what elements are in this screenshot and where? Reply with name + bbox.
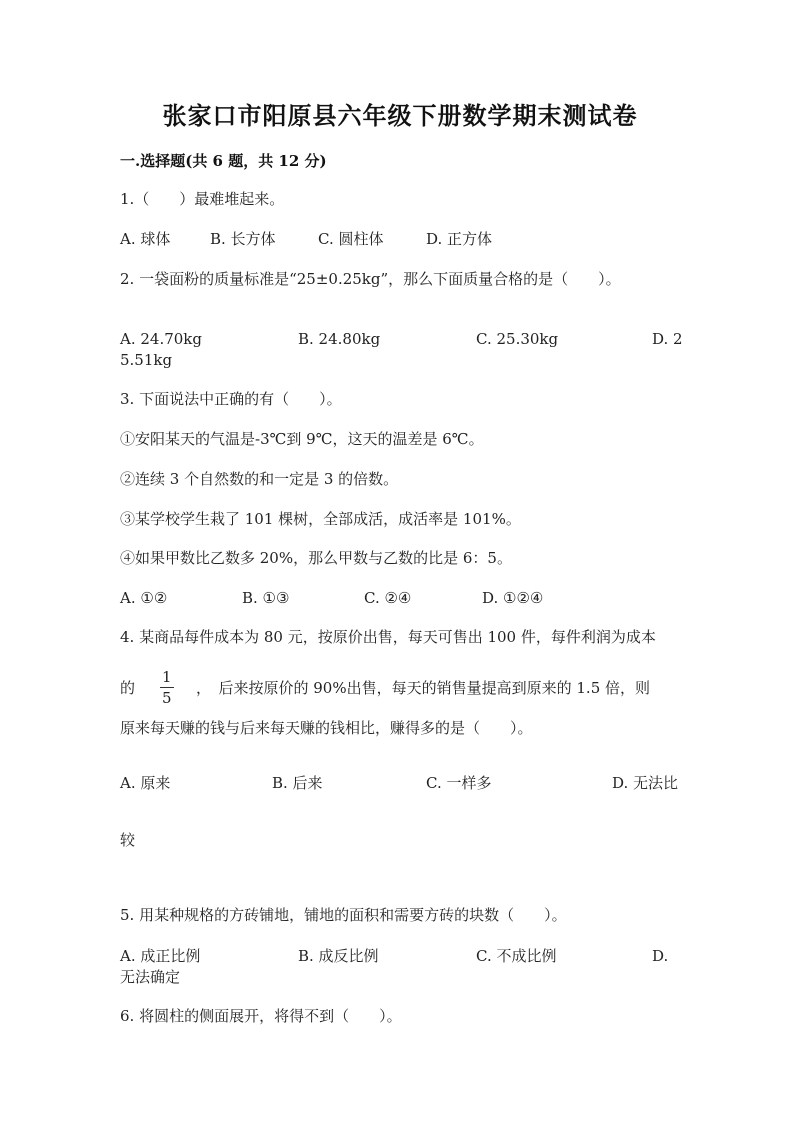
question-5-option-d-continued: 无法确定 — [120, 968, 181, 986]
question-3-statement-4: ④如果甲数比乙数多 20%，那么甲数与乙数的比是 6：5。 — [120, 549, 512, 567]
question-4-option-d-continued: 较 — [120, 831, 136, 849]
question-1-stem: 1.（ ）最难堆起来。 — [120, 190, 285, 208]
question-3-option-a: A. ①② — [120, 589, 168, 607]
question-5-stem: 5. 用某种规格的方砖铺地，铺地的面积和需要方砖的块数（ ）。 — [120, 906, 567, 924]
question-5-option-a: A. 成正比例 — [120, 947, 201, 965]
page-title: 张家口市阳原县六年级下册数学期末测试卷 — [162, 101, 638, 130]
question-2-option-a: A. 24.70kg — [120, 330, 203, 348]
question-1-option-a: A. 球体 — [120, 230, 171, 248]
question-3-statement-2: ②连续 3 个自然数的和一定是 3 的倍数。 — [120, 470, 399, 488]
question-3-option-d: D. ①②④ — [482, 589, 544, 607]
question-3-option-b: B. ①③ — [242, 589, 290, 607]
section-heading: 一.选择题(共 6 题，共 12 分) — [120, 152, 327, 170]
question-3-stem: 3. 下面说法中正确的有（ ）。 — [120, 390, 342, 408]
question-4-option-a: A. 原来 — [120, 774, 171, 792]
question-3-statement-3: ③某学校学生栽了 101 棵树，全部成活，成活率是 101%。 — [120, 510, 521, 528]
question-6-stem: 6. 将圆柱的侧面展开，将得不到（ ）。 — [120, 1007, 402, 1025]
question-1-option-b: B. 长方体 — [210, 230, 276, 248]
question-4-option-b: B. 后来 — [272, 774, 323, 792]
question-4-line-2: ， 后来按原价的 90%出售，每天的销售量提高到原来的 1.5 倍，则 — [196, 679, 651, 697]
question-4-option-c: C. 一样多 — [426, 774, 492, 792]
question-2-option-b: B. 24.80kg — [298, 330, 381, 348]
question-4-line-1: 4. 某商品每件成本为 80 元，按原价出售，每天可售出 100 件，每件利润为成本 — [120, 628, 656, 646]
question-2-stem: 2. 一袋面粉的质量标准是“25±0.25kg”，那么下面质量合格的是（ ）。 — [120, 270, 621, 288]
question-5-option-b: B. 成反比例 — [298, 947, 379, 965]
question-1-option-c: C. 圆柱体 — [318, 230, 384, 248]
question-3-option-c: C. ②④ — [364, 589, 412, 607]
question-4-line-2-prefix: 的 — [120, 679, 136, 697]
question-5-option-d: D. — [652, 947, 669, 965]
question-2-option-d-continued: 5.51kg — [120, 351, 173, 369]
question-2-option-c: C. 25.30kg — [476, 330, 559, 348]
question-1-option-d: D. 正方体 — [426, 230, 493, 248]
fraction-numerator: 1 — [162, 668, 172, 686]
question-2-option-d: D. 2 — [652, 330, 683, 348]
fraction-denominator: 5 — [162, 689, 172, 707]
question-5-option-c: C. 不成比例 — [476, 947, 557, 965]
question-4-line-3: 原来每天赚的钱与后来每天赚的钱相比，赚得多的是（ ）。 — [120, 719, 533, 737]
question-4-option-d: D. 无法比 — [612, 774, 679, 792]
question-3-statement-1: ①安阳某天的气温是-3℃到 9℃，这天的温差是 6℃。 — [120, 430, 484, 448]
question-4-fraction — [160, 667, 174, 708]
